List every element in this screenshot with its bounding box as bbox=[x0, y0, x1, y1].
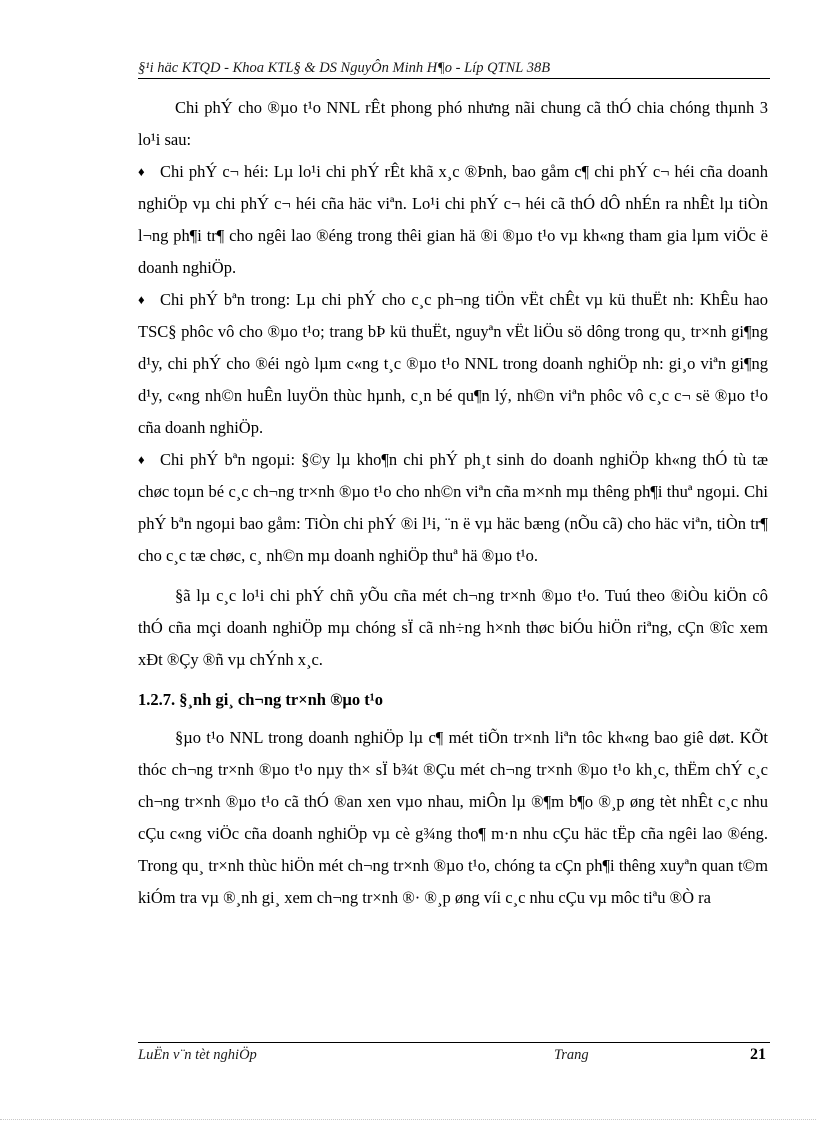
diamond-bullet-icon: ♦ bbox=[138, 292, 145, 307]
bullet-text: Chi phÝ c¬ héi: Lµ lo¹i chi phÝ rÊt khã x¸c ®Þnh, bao gåm c¶ chi phÝ c¬ héi cña doanh nghiÖp vµ chi phÝ c¬ héi cña häc viªn. Lo¹i chi phÝ c¬ héi cã thÓ dÔ nhÉn ra nhÊt lµ tiÒn l¬ng ph¶i tr¶ cho ngêi lao ®éng trong thêi gian hä ®i ®µo t¹o vµ kh«ng tham gia lµm viÖc ë doanh nghiÖp. bbox=[138, 162, 768, 277]
bullet-internal-cost bbox=[138, 284, 768, 444]
summary-paragraph: §ã lµ c¸c lo¹i chi phÝ chñ yÕu cña mét ch¬ng tr×nh ®µo t¹o. Tuú theo ®iÒu kiÖn cô thÓ cña mçi doanh nghiÖp mµ chóng sÏ cã nh÷ng h×nh thøc biÓu hiÖn riªng, cÇn ®îc xem xÐt ®Çy ®ñ vµ chÝnh x¸c. bbox=[138, 586, 768, 669]
intro-paragraph: Chi phÝ cho ®µo t¹o NNL rÊt phong phó nhưng nãi chung cã thÓ chia chóng thµnh 3 lo¹i sau: bbox=[138, 98, 768, 149]
section-heading: 1.2.7. §¸nh gi¸ ch¬ng tr×nh ®µo t¹o bbox=[138, 690, 383, 709]
bullet-opportunity-cost bbox=[138, 156, 768, 284]
diamond-bullet-icon: ♦ bbox=[138, 452, 145, 467]
evaluation-paragraph: §µo t¹o NNL trong doanh nghiÖp lµ c¶ mét tiÕn tr×nh liªn tôc kh«ng bao giê døt. KÕt thóc ch¬ng tr×nh ®µo t¹o nµy th× sÏ b¾t ®Çu mét ch¬ng tr×nh ®µo t¹o kh¸c, thËm chÝ c¸c ch¬ng tr×nh ®µo t¹o cã thÓ ®an xen vµo nhau, miÔn lµ ®¶m b¶o ®¸p øng tèt nhÊt c¸c nhu cÇu c«ng viÖc cña doanh nghiÖp vµ cè g¾ng tho¶ m·n nhu cÇu häc tËp cña ngêi lao ®éng. Trong qu¸ tr×nh thùc hiÖn mét ch¬ng tr×nh ®µo t¹o, chóng ta cÇn ph¶i thêng xuyªn quan t©m kiÓm tra vµ ®¸nh gi¸ xem ch¬ng tr×nh ®· ®¸p øng víi c¸c nhu cÇu vµ môc tiªu ®Ò ra bbox=[138, 728, 768, 907]
page-number: 21 bbox=[750, 1046, 766, 1063]
header-divider bbox=[138, 78, 770, 79]
footer-page-label: Trang bbox=[554, 1047, 589, 1063]
bullet-external-cost bbox=[138, 444, 768, 572]
bullet-text: Chi phÝ bªn ngoµi: §©y lµ kho¶n chi phÝ ph¸t sinh do doanh nghiÖp kh«ng thÓ tù tæ chøc toµn bé c¸c ch¬ng tr×nh ®µo t¹o cho nh©n viªn cña m×nh mµ thêng ph¶i thuª ngoµi. Chi phÝ bªn ngoµi bao gåm: TiÒn chi phÝ ®i l¹i, ¨n ë vµ häc bæng (nÕu cã) cho häc viªn, tiÒn tr¶ cho c¸c tæ chøc, c¸ nh©n mµ doanh nghiÖp thuª hä ®µo t¹o. bbox=[138, 450, 768, 565]
footer-title: LuËn v¨n tèt nghiÖp bbox=[138, 1047, 257, 1063]
footer-divider bbox=[138, 1042, 770, 1043]
page-header: §¹i häc KTQD - Khoa KTL§ & DS NguyÔn Minh H¶o - Líp QTNL 38B bbox=[138, 60, 551, 76]
bullet-text: Chi phÝ bªn trong: Lµ chi phÝ cho c¸c ph¬ng tiÖn vËt chÊt vµ kü thuËt nh: KhÊu hao TSC§ phôc vô cho ®µo t¹o; trang bÞ kü thuËt, nguyªn vËt liÖu sö dông trong qu¸ tr×nh gi¶ng d¹y, chi phÝ cho ®éi ngò lµm c«ng t¸c ®µo t¹o NNL trong doanh nghiÖp nh: gi¸o viªn gi¶ng d¹y, c«ng nh©n huÊn luyÖn thùc hµnh, c¸n bé qu¶n lý, nh©n viªn phôc vô c¸c c¬ së ®µo t¹o cña doanh nghiÖp. bbox=[138, 290, 768, 437]
diamond-bullet-icon: ♦ bbox=[138, 164, 145, 179]
body-text bbox=[138, 92, 768, 914]
page-edge-divider bbox=[0, 1119, 816, 1120]
